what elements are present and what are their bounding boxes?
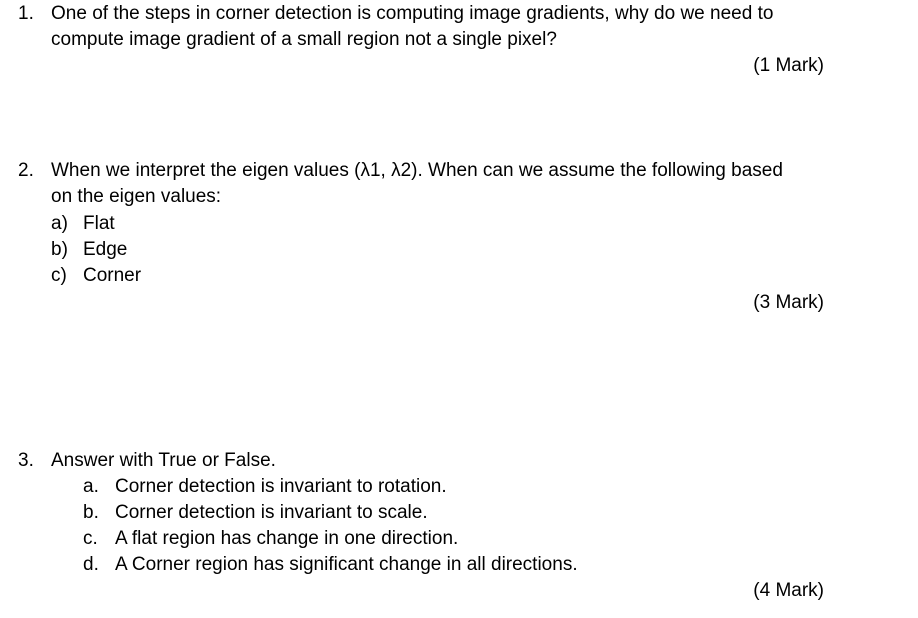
question-2-item-label: a) <box>51 213 68 234</box>
question-3-item-label: a. <box>83 476 99 497</box>
question-2-text-line-2: on the eigen values: <box>51 186 222 207</box>
question-3-item-text: A flat region has change in one direction. <box>115 528 459 549</box>
question-1-text-line-2: compute image gradient of a small region not a single pixel? <box>51 29 557 50</box>
question-1-number: 1. <box>18 3 34 24</box>
question-2-number: 2. <box>18 160 34 181</box>
question-3-text-line-1: Answer with True or False. <box>51 450 276 471</box>
question-2-item-text: Corner <box>83 265 142 286</box>
question-2-item-text: Edge <box>83 239 128 260</box>
question-3-item-label: b. <box>83 502 99 523</box>
question-3-item-text: Corner detection is invariant to rotation. <box>115 476 447 497</box>
question-3-item-label: d. <box>83 554 99 575</box>
question-3-item-text: A Corner region has significant change in all directions. <box>115 554 578 575</box>
question-2-item-label: b) <box>51 239 68 260</box>
question-2-mark: (3 Mark) <box>753 292 824 313</box>
question-3-item-text: Corner detection is invariant to scale. <box>115 502 428 523</box>
question-2-item-label: c) <box>51 265 67 286</box>
question-3-item-label: c. <box>83 528 98 549</box>
question-3-number: 3. <box>18 450 34 471</box>
question-1-mark: (1 Mark) <box>753 55 824 76</box>
question-1-text-line-1: One of the steps in corner detection is computing image gradients, why do we need to <box>51 3 774 24</box>
question-3-mark: (4 Mark) <box>753 580 824 601</box>
question-2-item-text: Flat <box>83 213 115 234</box>
question-2-text-line-1: When we interpret the eigen values (λ1, λ2). When can we assume the following based <box>51 160 783 181</box>
